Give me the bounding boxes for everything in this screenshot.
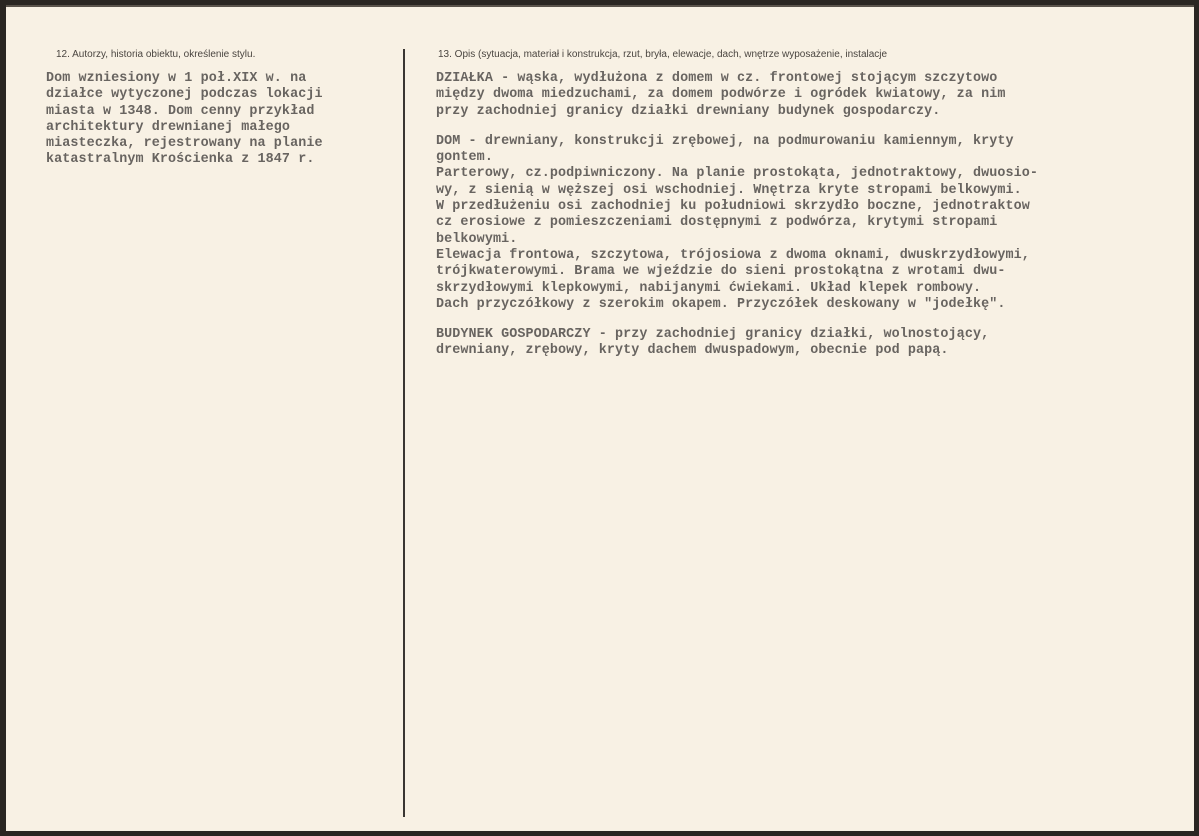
description-line: W przedłużeniu osi zachodniej ku południowi skrzydło boczne, jednotraktow [436, 199, 1030, 215]
history-line: Dom wzniesiony w 1 poł.XIX w. na [46, 71, 307, 86]
history-line: miasta w 1348. Dom cenny przykład [46, 103, 315, 119]
history-line: działce wytyczonej podczas lokacji [46, 87, 323, 103]
description-line: Dach przyczółkowy z szerokim okapem. Przyczółek deskowany w "jodełkę". [436, 296, 1006, 312]
top-rule [6, 5, 1194, 7]
description-line: trójkwaterowymi. Brama we wjeździe do sieni prostokątna z wrotami dwu- [436, 264, 1006, 280]
history-text [46, 71, 323, 169]
description-line: gontem. [436, 150, 493, 166]
description-line: drewniany, zrębowy, kryty dachem dwuspadowym, obecnie pod papą. [436, 343, 949, 359]
history-line: katastralnym Krościenka z 1847 r. [46, 152, 315, 168]
history-line: architektury drewnianej małego [46, 119, 291, 135]
description-line: Parterowy, cz.podpiwniczony. Na planie prostokąta, jednotraktowy, dwuosio- [436, 166, 1039, 182]
description-line: belkowymi. [436, 231, 518, 247]
section-13-heading: 13. Opis (sytuacja, materiał i konstrukcja, rzut, bryła, elewacje, dach, wnętrze wyposażenie, instalacje [438, 49, 888, 60]
record-card [6, 5, 1194, 831]
description-line: skrzydłowymi klepkowymi, nabijanymi ćwiekami. Układ klepek rombowy. [436, 280, 982, 296]
description-line: przy zachodniej granicy działki drewniany budynek gospodarczy. [436, 103, 941, 119]
column-divider [403, 49, 405, 817]
outbuilding-description [436, 327, 1038, 360]
section-12-heading: 12. Autorzy, historia obiektu, określenie stylu. [56, 49, 256, 60]
history-line: miasteczka, rejestrowany na planie [46, 136, 323, 152]
house-description [436, 134, 1038, 313]
description-line: DOM - drewniany, konstrukcji zrębowej, na podmurowaniu kamiennym, kryty [436, 133, 1014, 149]
description-line: Elewacja frontowa, szczytowa, trójosiowa z dwoma oknami, dwuskrzydłowymi, [436, 247, 1030, 263]
description-line: BUDYNEK GOSPODARCZY - przy zachodniej granicy działki, wolnostojący, [436, 327, 990, 343]
description-line: między dwoma miedzuchami, za domem podwórze i ogródek kwiatowy, za nim [436, 87, 1006, 103]
description-line: DZIAŁKA - wąska, wydłużona z domem w cz. frontowej stojącym szczytowo [436, 71, 998, 86]
description-text [436, 71, 1038, 360]
plot-description [436, 71, 1038, 120]
description-line: wy, z sienią w węższej osi wschodniej. Wnętrza kryte stropami belkowymi. [436, 182, 1022, 198]
description-line: cz erosiowe z pomieszczeniami dostępnymi z podwórza, krytymi stropami [436, 215, 998, 231]
